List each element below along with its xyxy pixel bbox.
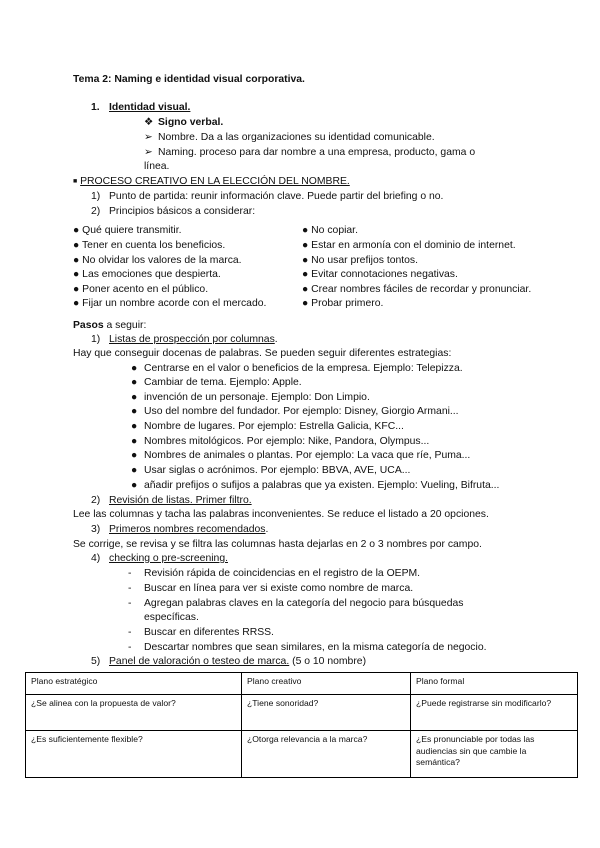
principle-item: ● Estar en armonía con el dominio de internet. xyxy=(302,240,516,251)
strategy-item: Cambiar de tema. Ejemplo: Apple. xyxy=(144,377,302,388)
dash-bullet: - xyxy=(128,583,132,594)
bullet-icon: ● xyxy=(73,225,80,236)
principle-item: ● Probar primero. xyxy=(302,298,384,309)
bullet-icon: ● xyxy=(131,377,138,388)
step-number: 2) xyxy=(91,495,101,506)
step-text: Principios básicos a considerar: xyxy=(109,206,256,217)
step-number: 5) xyxy=(91,656,101,667)
bullet-icon: ● xyxy=(131,392,138,403)
step-heading: Revisión de listas. Primer filtro. xyxy=(109,495,252,506)
bullet-icon: ● xyxy=(131,465,138,476)
strategy-item: Nombre de lugares. Por ejemplo: Estrella Galicia, KFC... xyxy=(144,421,404,432)
bullet-icon: ● xyxy=(73,298,80,309)
principle-item: ● No copiar. xyxy=(302,225,358,236)
principle-item: ● No usar prefijos tontos. xyxy=(302,255,419,266)
step-description: Se corrige, se revisa y se filtra las columnas hasta dejarlas en 2 o 3 nombres por campo. xyxy=(73,539,482,550)
check-item: Buscar en línea para ver si existe como nombre de marca. xyxy=(144,583,414,594)
strategy-item: añadir prefijos o sufijos a palabras que ya existen. Ejemplo: Vueling, Bifruta... xyxy=(144,480,500,491)
table-cell: ¿Otorga relevancia a la marca? xyxy=(242,731,411,778)
dash-bullet: - xyxy=(128,627,132,638)
strategy-item: Nombres de animales o plantas. Por ejemplo: La vaca que ríe, Puma... xyxy=(144,450,471,461)
steps-label: Pasos xyxy=(73,320,104,331)
bullet-icon: ● xyxy=(131,363,138,374)
principle-item: ● Poner acento en el público. xyxy=(73,284,209,295)
table-cell: ¿Se alinea con la propuesta de valor? xyxy=(26,695,242,731)
principle-item: ● No olvidar los valores de la marca. xyxy=(73,255,242,266)
bullet-icon: ● xyxy=(73,269,80,280)
check-item-continued: específicas. xyxy=(144,612,199,623)
table-row xyxy=(26,695,578,731)
diamond-bullet-icon: ❖ xyxy=(144,117,154,128)
bullet-icon: ● xyxy=(73,284,80,295)
subsection-heading: Signo verbal. xyxy=(158,117,224,128)
bullet-icon: ● xyxy=(302,240,309,251)
step-heading: checking o pre-screening. xyxy=(109,553,228,564)
process-section xyxy=(73,175,350,188)
bullet-icon: ● xyxy=(131,436,138,447)
bullet-icon: ● xyxy=(302,298,309,309)
strategy-item: Uso del nombre del fundador. Por ejemplo: Disney, Giorgio Armani... xyxy=(144,406,459,417)
bullet-icon: ● xyxy=(302,225,309,236)
bullet-icon: ● xyxy=(73,240,80,251)
table-header-cell: Plano estratégico xyxy=(26,673,242,695)
table-row xyxy=(26,731,578,778)
step-number: 1) xyxy=(91,191,101,202)
check-item: Revisión rápida de coincidencias en el registro de la OEPM. xyxy=(144,568,421,579)
step-heading: Listas de prospección por columnas. xyxy=(109,334,278,345)
dash-bullet: - xyxy=(128,642,132,653)
check-item: Agregan palabras claves en la categoría del negocio para búsquedas xyxy=(144,598,464,609)
principle-item: ● Fijar un nombre acorde con el mercado. xyxy=(73,298,267,309)
table-cell: ¿Tiene sonoridad? xyxy=(242,695,411,731)
arrow-bullet-icon: ➢ xyxy=(144,147,153,158)
bullet-icon: ● xyxy=(131,450,138,461)
strategy-item: Usar siglas o acrónimos. Por ejemplo: BBVA, AVE, UCA... xyxy=(144,465,411,476)
check-item: Descartar nombres que sean similares, en la misma categoría de negocio. xyxy=(144,642,487,653)
principle-item: ● Qué quiere transmitir. xyxy=(73,225,182,236)
step-heading: Primeros nombres recomendados. xyxy=(109,524,269,535)
bullet-icon: ● xyxy=(131,406,138,417)
evaluation-panel-table xyxy=(25,672,578,778)
definition-item: Naming. proceso para dar nombre a una empresa, producto, gama o xyxy=(158,147,476,158)
step-number: 2) xyxy=(91,206,101,217)
table-header-cell: Plano formal xyxy=(411,673,578,695)
principle-item: ● Evitar connotaciones negativas. xyxy=(302,269,458,280)
table-header-cell: Plano creativo xyxy=(242,673,411,695)
arrow-bullet-icon: ➢ xyxy=(144,132,153,143)
strategy-item: invención de un personaje. Ejemplo: Don Limpio. xyxy=(144,392,370,403)
bullet-icon: ● xyxy=(302,255,309,266)
section-heading: Identidad visual. xyxy=(109,102,191,113)
table-cell: ¿Es suficientemente flexible? xyxy=(26,731,242,778)
table-cell: ¿Es pronunciable por todas las audiencias sin que cambie la semántica? xyxy=(411,731,578,778)
principle-item: ● Crear nombres fáciles de recordar y pronunciar. xyxy=(302,284,532,295)
step-number: 4) xyxy=(91,553,101,564)
steps-intro xyxy=(73,319,146,332)
dash-bullet: - xyxy=(128,568,132,579)
table-header-row xyxy=(26,673,578,695)
bullet-icon: ● xyxy=(302,269,309,280)
section-number: 1. xyxy=(91,102,100,113)
principle-item: ● Tener en cuenta los beneficios. xyxy=(73,240,226,251)
table-cell: ¿Puede registrarse sin modificarlo? xyxy=(411,695,578,731)
strategy-item: Nombres mitológicos. Por ejemplo: Nike, Pandora, Olympus... xyxy=(144,436,430,447)
dash-bullet: - xyxy=(128,598,132,609)
step-description: Lee las columnas y tacha las palabras inconvenientes. Se reduce el listado a 20 opciones. xyxy=(73,509,489,520)
definition-item-continued: línea. xyxy=(144,161,170,172)
bullet-icon: ● xyxy=(302,284,309,295)
bullet-icon: ● xyxy=(131,480,138,491)
definition-item: Nombre. Da a las organizaciones su identidad comunicable. xyxy=(158,132,435,143)
check-item: Buscar en diferentes RRSS. xyxy=(144,627,274,638)
steps-label-rest: a seguir: xyxy=(103,320,147,331)
strategy-item: Centrarse en el valor o beneficios de la empresa. Ejemplo: Telepizza. xyxy=(144,363,463,374)
step-heading: Panel de valoración o testeo de marca. (5 o 10 nombre) xyxy=(109,656,367,667)
bullet-icon: ● xyxy=(73,255,80,266)
process-heading: PROCESO CREATIVO EN LA ELECCIÓN DEL NOMBRE. xyxy=(80,176,350,187)
step-number: 1) xyxy=(91,334,101,345)
document-title: Tema 2: Naming e identidad visual corporativa. xyxy=(73,74,305,85)
step-number: 3) xyxy=(91,524,101,535)
principle-item: ● Las emociones que despierta. xyxy=(73,269,221,280)
step-text: Punto de partida: reunir información clave. Puede partir del briefing o no. xyxy=(109,191,444,202)
bullet-icon: ● xyxy=(131,421,138,432)
step-description: Hay que conseguir docenas de palabras. Se pueden seguir diferentes estrategias: xyxy=(73,348,452,359)
square-bullet-icon: ■ xyxy=(73,178,78,185)
